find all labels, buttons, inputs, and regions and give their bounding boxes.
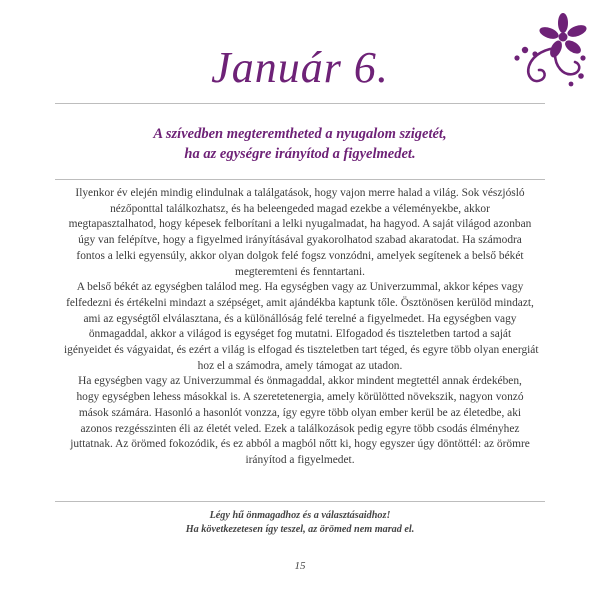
divider-middle <box>55 179 545 180</box>
body-line: Ilyenkor év elején mindig elindulnak a találgatások, hogy vajon merre halad a világ. Sok vészjósló <box>75 187 525 199</box>
subtitle-line: A szívedben megteremtheted a nyugalom szigetét, <box>153 126 447 142</box>
body-line: önmagaddal, akkor a világod is egységet fog mutatni. Elfogadod és tiszteletben tartod a saját <box>88 328 512 341</box>
body-line: juttatnak. Az örömed fokozódik, és ez abból a magból nőtt ki, hogy egyszer úgy döntöttél: az örömre <box>70 438 530 451</box>
body-line: ami az egységtől elválasztana, és a különállóság felé terelné a figyelmedet. Ha egységben vagy <box>83 312 517 325</box>
subtitle <box>60 124 540 164</box>
body-line: hogy egységben lehess másokkal is. A szeretetenergia, amely körülötted növekszik, nagyon vonzó <box>76 391 524 404</box>
footer-line: Ha következetesen így teszel, az örömed nem marad el. <box>185 524 415 535</box>
body-line: irányítod a figyelmedet. <box>245 453 355 466</box>
divider-bottom <box>55 501 545 502</box>
body-line: hoz el a számodra, amely támogat az utadon. <box>197 359 403 372</box>
page-title: Január 6. <box>211 43 389 92</box>
page-number: 15 <box>294 560 306 572</box>
body-line: igényeidet és vágyaidat, és ezért a világ is elfogad és tiszteletben tart téged, és egyre több olyan energiát <box>64 344 539 357</box>
body-line: nézőponttal találkozhatsz, és ha beleengeded magad ezekbe a véleményekbe, akkor <box>110 202 490 215</box>
subtitle-line: ha az egységre irányítod a figyelmedet. <box>184 146 416 162</box>
closing-affirmation <box>60 509 540 537</box>
body-line: A belső békét az egységben találod meg. Ha egységben vagy az Univerzummal, akkor képes vagy <box>76 281 524 294</box>
body-line: megtapasztalhatod, hogy képesek felborítani a lelki nyugalmadat, ha hagyod. A saját világod azonban <box>68 218 532 231</box>
body-line: úgy van felépítve, hogy a figyelmed irányításával gyakorolhatod szabad akaratodat. Ha számodra <box>78 234 522 247</box>
divider-top <box>55 103 545 104</box>
body-line: fontos a lelki egyensúly, akkor olyan dolgok felé fogsz vonzódni, amelyek segítenek a belső békét <box>76 249 524 262</box>
body-line: mások számára. Hasonló a hasonlót vonzza, így egyre több olyan ember kerül be az életedbe, aki <box>78 406 522 419</box>
body-line: Ha egységben vagy az Univerzummal és önmagaddal, akkor mindent megtettél annak érdekében, <box>78 375 522 388</box>
body-line: megteremteni és fenntartani. <box>235 265 365 278</box>
body-line: azonos rezgésszinten éli az életét veled. Ezek a találkozások pedig egyre több csodás élményhez <box>80 422 520 435</box>
body-text <box>64 186 539 469</box>
body-line: felfedezni és értékelni mindazt a szépséget, amit ajándékba kaptunk tőle. Ösztönösen kerülöd mindazt, <box>66 296 534 309</box>
footer-line: Légy hű önmagadhoz és a választásaidhoz! <box>209 510 391 521</box>
